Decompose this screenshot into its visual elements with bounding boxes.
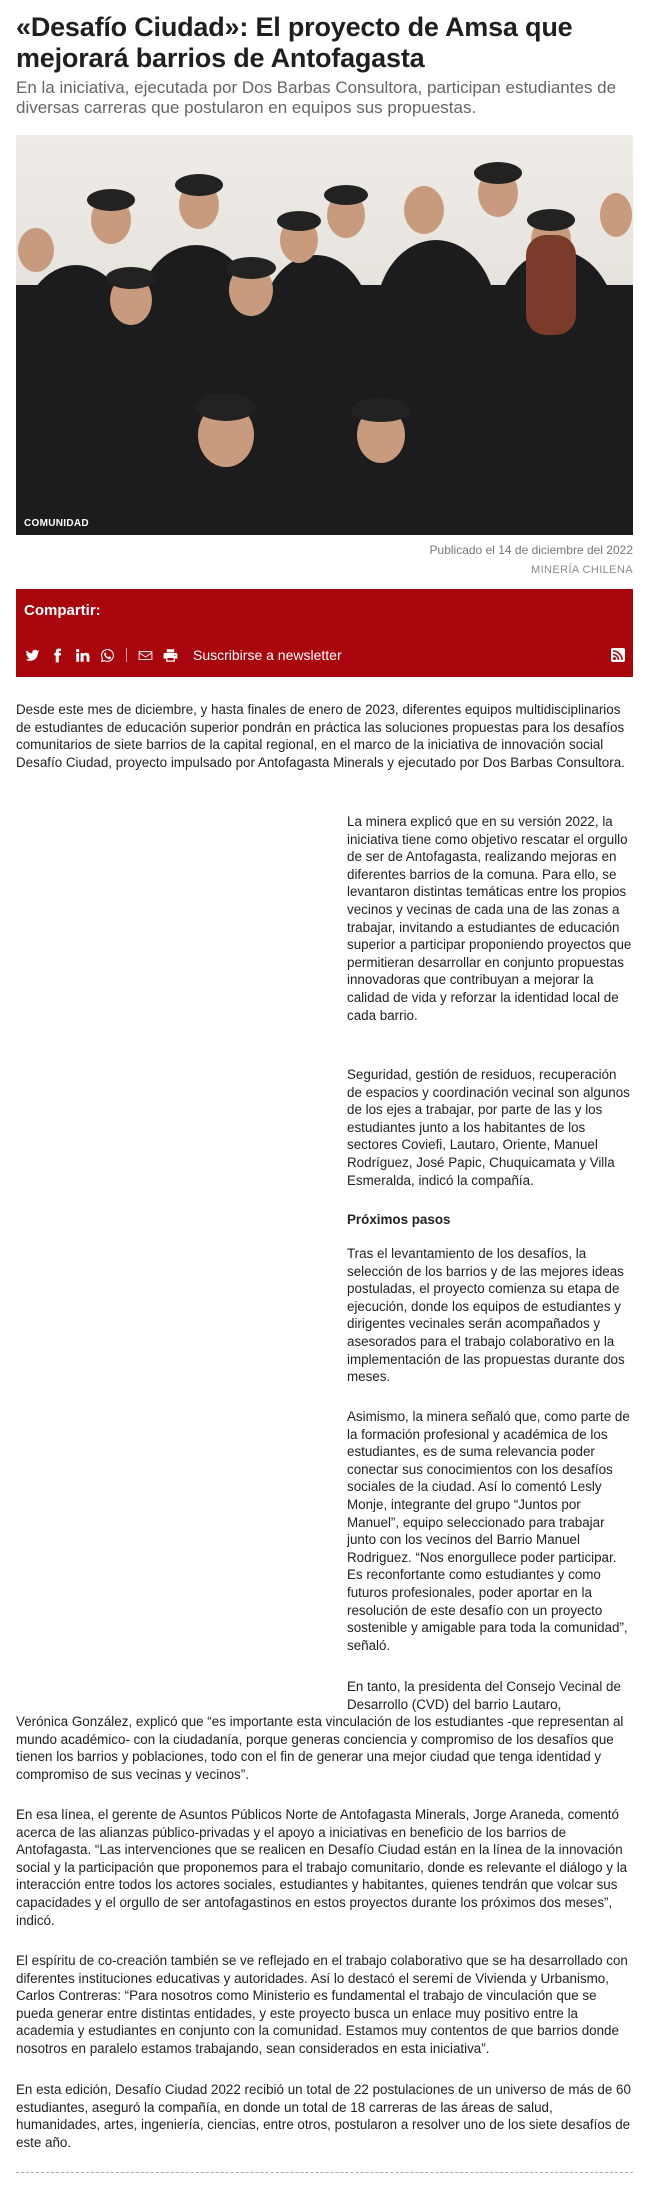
whatsapp-icon[interactable] bbox=[99, 647, 115, 663]
share-title: Compartir: bbox=[24, 602, 101, 619]
print-icon[interactable] bbox=[162, 647, 178, 663]
photo-category-label: COMUNIDAD bbox=[24, 518, 89, 529]
body-paragraph-7: En esa línea, el gerente de Asuntos Públicos Norte de Antofagasta Minerals, Jorge Araneda, comentó acerca de las alianzas público-privadas y el apoyo a iniciativas en beneficio de los barrios de Antofagasta. “Las intervenciones que se realicen en Desafío Ciudad están en la línea de la innovación social y la participación que proponemos para el trabajo comunitario, donde es relevante el diálogo y la interacción entre todos los actores sociales, estudiantes y habitantes, quienes tendrán que volcar sus capacidades y el orgullo de ser antofagastinos en estos proyectos durante los próximos dos meses”, indicó. bbox=[16, 1807, 628, 1928]
section-subtitle: Próximos pasos bbox=[347, 1212, 451, 1227]
body-paragraph-6-start: En tanto, la presidenta del Consejo Vecinal de Desarrollo (CVD) del barrio Lautaro, bbox=[347, 1679, 621, 1712]
facebook-icon[interactable] bbox=[49, 647, 65, 663]
article-source: MINERÍA CHILENA bbox=[531, 564, 633, 576]
article bbox=[16, 0, 633, 2150]
linkedin-icon[interactable] bbox=[74, 647, 90, 663]
body-paragraph-4: Tras el levantamiento de los desafíos, la selección de los barrios y de las mejores ideas postuladas, el proyecto comienza su etapa de ejecución, donde los equipos de estudiantes y dirigentes vecinales serán acompañados y asesorados para el trabajo colaborativo en la implementación de las propuestas durante dos meses. bbox=[347, 1246, 625, 1385]
article-end-divider bbox=[16, 2172, 633, 2173]
body-paragraph-6-continued: Verónica González, explicó que “es importante esta vinculación de los estudiantes -que representan al mundo académico- con la ciudadanía, porque generas conciencia y compromiso de los desafíos que tienen los barrios y poblaciones, todo con el fin de generar una mejor ciudad que tenga identidad y compromiso de sus vecinas y vecinos”. bbox=[16, 1714, 624, 1782]
share-actions bbox=[24, 647, 342, 663]
publish-date: Publicado el 14 de diciembre del 2022 bbox=[429, 543, 633, 557]
group-photo-illustration bbox=[16, 135, 633, 535]
newsletter-link[interactable]: Suscribirse a newsletter bbox=[193, 647, 342, 663]
body-paragraph-9: En esta edición, Desafío Ciudad 2022 recibió un total de 22 postulaciones de un universo de más de 60 estudiantes, aseguró la compañía, en donde un total de 18 carreras de las áreas de salud, humanidades, artes, ingeniería, ciencias, entre otros, postularon a resolver uno de los siete desafíos de este año. bbox=[16, 2082, 631, 2150]
body-paragraph-1: Desde este mes de diciembre, y hasta finales de enero de 2023, diferentes equipos multidisciplinarios de estudiantes de educación superior pondrán en práctica las soluciones propuestas para los desafíos comunitarios de siete barrios de la capital regional, en el marco de la iniciativa de innovación social Desafío Ciudad, proyecto impulsado por Antofagasta Minerals y ejecutado por Dos Barbas Consultora. bbox=[16, 702, 625, 770]
email-icon[interactable] bbox=[137, 647, 153, 663]
article-photo bbox=[16, 135, 633, 535]
article-subhead: En la iniciativa, ejecutada por Dos Barbas Consultora, participan estudiantes de diversas carreras que postularon en equipos sus propuestas. bbox=[16, 78, 617, 117]
share-divider bbox=[126, 648, 127, 662]
twitter-icon[interactable] bbox=[24, 647, 40, 663]
body-paragraph-5: Asimismo, la minera señaló que, como parte de la formación profesional y académica de los estudiantes, es de suma relevancia poder conectar sus conocimientos con los desafíos sociales de la ciudad. Así lo comentó Lesly Monje, integrante del grupo “Juntos por Manuel”, equipo seleccionado para trabajar junto con los vecinos del Barrio Manuel Rodriguez. “Nos enorgullece poder participar. Es reconfortante como estudiantes y como futuros profesionales, poder aportar en la resolución de este desafío con un proyecto sostenible y amigable para toda la comunidad”, señaló. bbox=[347, 1409, 630, 1653]
rss-icon[interactable] bbox=[611, 648, 625, 662]
body-paragraph-3: Seguridad, gestión de residuos, recuperación de espacios y coordinación vecinal son algunos de los ejes a trabajar, por parte de las y los estudiantes junto a los habitantes de los sectores Coviefi, Lautaro, Oriente, Manuel Rodríguez, José Papic, Chuquicamata y Villa Esmeralda, indicó la compañía. bbox=[347, 1067, 630, 1188]
body-paragraph-2: La minera explicó que en su versión 2022, la iniciativa tiene como objetivo rescatar el orgullo de ser de Antofagasta, realizando mejoras en diferentes barrios de la comuna. Para ello, se levantaron distintas temáticas entre los propios vecinos y vecinas de cada una de las zonas a trabajar, invitando a estudiantes de educación superior a participar proponiendo proyectos que permitieran desarrollar en conjunto propuestas innovadoras que contribuyan a mejorar la calidad de vida y reforzar la identidad local de cada barrio. bbox=[347, 814, 632, 1023]
article-headline: «Desafío Ciudad»: El proyecto de Amsa que mejorará barrios de Antofagasta bbox=[16, 12, 573, 73]
share-bar bbox=[16, 589, 633, 677]
body-paragraph-8: El espíritu de co-creación también se ve reflejado en el trabajo colaborativo que se ha desarrollado con diferentes instituciones educativas y autoridades. Así lo destacó el seremi de Vivienda y Urbanismo, Carlos Contreras: “Para nosotros como Ministerio es fundamental el trabajo de vinculación que se pueda generar entre distintas entidades, y este proyecto busca un enlace muy positivo entre la academia y estudiantes en conjunto con la comunidad. Estamos muy contentos de que barrios donde nosotros en paralelo estamos trabajando, sean considerados en esta iniciativa”. bbox=[16, 1953, 628, 2056]
